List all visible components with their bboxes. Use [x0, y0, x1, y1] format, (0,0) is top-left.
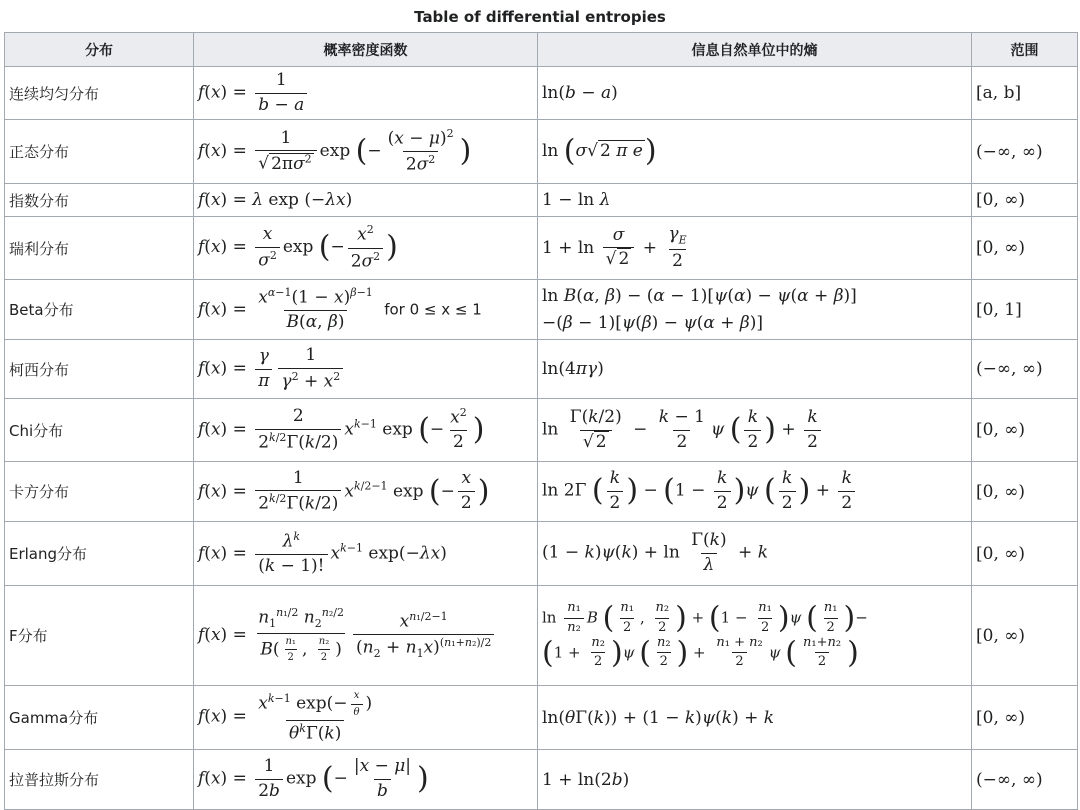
table-row	[5, 280, 1078, 340]
support-range: [a, b]	[972, 67, 1078, 120]
table-row	[5, 686, 1078, 750]
support-range: [0, ∞)	[972, 399, 1078, 462]
distribution-name: 卡方分布	[5, 462, 194, 522]
entropy-formula: ln (σ√ 2 π e)	[538, 120, 972, 184]
support-range: [0, ∞)	[972, 686, 1078, 750]
distribution-name: 瑞利分布	[5, 217, 194, 280]
table-caption: Table of differential entropies	[414, 8, 666, 26]
entropy-formula: 1 − ln λ	[538, 184, 972, 217]
pdf-formula: f(x) = $n_1^{n_1/2}$ $n_2^{n_2/2}$ B( $\frac{\text{n₁}}{2}$ , $\frac{\text{n₂}}{2}$ ) $\frac{x^{n_1/2-1}}{(n_2 + n_1x)^{(n_1+n_2)/2}}$	[194, 586, 538, 686]
distribution-name: F分布	[5, 586, 194, 686]
pdf-formula: f(x) = $\frac{1}{2^{k/2}\Gamma(k/2)}$ $x^{k/2-1}$ exp (− $\frac{x}{2}$ )	[194, 462, 538, 522]
distribution-name: 柯西分布	[5, 340, 194, 399]
entropy-formula: ln 2Γ ( $\frac{k}{2}$ ) − (1 − $\frac{k}{2}$ )ψ ( $\frac{k}{2}$ ) + $\frac{k}{2}$	[538, 462, 972, 522]
entropy-formula: 1 + ln(2b)	[538, 750, 972, 810]
entropy-formula: ln $\frac{\text{n₁}}{\text{n₂}}$ B ( $\frac{\text{n₁}}{2}$ , $\frac{\text{n₂}}{2}$ ) + (1 − $\frac{\text{n₁}}{2}$ )ψ ( $\frac{\text{n₁}}{2}$ )− (1 + $\frac{\text{n₂}}{2}$ )ψ ( $\frac{\text{n₂}}{2}$ ) + $\frac{\text{n₁ + n₂}}{2}$ ψ ( $\frac{\text{n₁+n₂}}{2}$ )	[538, 586, 972, 686]
pdf-formula: f(x) = $\frac{x^{\alpha-1}(1 - x)^{\beta-1}}{B(\alpha, \beta)}$ for 0 ≤ x ≤ 1	[194, 280, 538, 340]
table-row	[5, 750, 1078, 810]
distribution-name: 拉普拉斯分布	[5, 750, 194, 810]
distribution-name: 正态分布	[5, 120, 194, 184]
pdf-formula: f(x) = $\frac{1}{b - a}$	[194, 67, 538, 120]
pdf-condition: for 0 ≤ x ≤ 1	[384, 300, 482, 318]
distribution-name: Erlang分布	[5, 522, 194, 586]
support-range: (−∞, ∞)	[972, 340, 1078, 399]
table-row	[5, 184, 1078, 217]
pdf-formula: f(x) = $\frac{1}{√ 2\pi\sigma^2}$ exp (− $\frac{(x - \mu)^2}{2\sigma^2}$ )	[194, 120, 538, 184]
pdf-formula: f(x) = $\frac{1}{2b}$ exp (− $\frac{|x - \mu|}{b}$ )	[194, 750, 538, 810]
entropy-formula: (1 − k)ψ(k) + ln $\frac{\Gamma(k)}{\lambda}$ + k	[538, 522, 972, 586]
distribution-name: 指数分布	[5, 184, 194, 217]
table-row	[5, 462, 1078, 522]
support-range: [0, ∞)	[972, 522, 1078, 586]
header-distribution: 分布	[5, 33, 194, 67]
header-support: 范围	[972, 33, 1078, 67]
header-entropy: 信息自然单位中的熵	[538, 33, 972, 67]
support-range: [0, ∞)	[972, 586, 1078, 686]
header-pdf: 概率密度函数	[194, 33, 538, 67]
support-range: [0, ∞)	[972, 462, 1078, 522]
table-row	[5, 340, 1078, 399]
distribution-name: Chi分布	[5, 399, 194, 462]
pdf-formula: f(x) = $\frac{\gamma}{\pi}$ $\frac{1}{\gamma^2 + x^2}$	[194, 340, 538, 399]
entropy-formula: ln(4πγ)	[538, 340, 972, 399]
header-row	[5, 33, 1078, 67]
entropy-formula: ln(θΓ(k)) + (1 − k)ψ(k) + k	[538, 686, 972, 750]
support-range: [0, ∞)	[972, 217, 1078, 280]
entropy-formula: ln(b − a)	[538, 67, 972, 120]
entropy-formula: ln $\frac{\Gamma(k/2)}{√ 2}$ − $\frac{k - 1}{2}$ ψ ( $\frac{k}{2}$ ) + $\frac{k}{2}$	[538, 399, 972, 462]
distribution-name: Beta分布	[5, 280, 194, 340]
table-row	[5, 67, 1078, 120]
table-row	[5, 399, 1078, 462]
table-row	[5, 586, 1078, 686]
pdf-formula: f(x) = $x^{k-1}$ exp(− $\frac{x}{\theta}$ ) $\theta^k\Gamma(k)$	[194, 686, 538, 750]
support-range: [0, ∞)	[972, 184, 1078, 217]
support-range: [0, 1]	[972, 280, 1078, 340]
table-row	[5, 522, 1078, 586]
pdf-formula: f(x) = $\frac{2}{2^{k/2}\Gamma(k/2)}$ $x^{k-1}$ exp (− $\frac{x^2}{2}$ )	[194, 399, 538, 462]
support-range: (−∞, ∞)	[972, 750, 1078, 810]
pdf-formula: f(x) = $\frac{x}{\sigma^2}$ exp (− $\frac{x^2}{2\sigma^2}$ )	[194, 217, 538, 280]
pdf-formula: f(x) = $\frac{\lambda^k}{(k - 1)!}$ $x^{k-1}$ exp(−λx)	[194, 522, 538, 586]
entropy-table	[4, 32, 1078, 810]
distribution-name: 连续均匀分布	[5, 67, 194, 120]
distribution-name: Gamma分布	[5, 686, 194, 750]
entropy-formula: ln B(α, β) − (α − 1)[ψ(α) − ψ(α + β)] −(β − 1)[ψ(β) − ψ(α + β)]	[538, 280, 972, 340]
table-row	[5, 120, 1078, 184]
pdf-formula: f(x) = λ exp (−λx)	[194, 184, 538, 217]
entropy-formula: 1 + ln $\frac{\sigma}{√ 2}$ + $\frac{\gamma_E}{2}$	[538, 217, 972, 280]
support-range: (−∞, ∞)	[972, 120, 1078, 184]
table-row	[5, 217, 1078, 280]
